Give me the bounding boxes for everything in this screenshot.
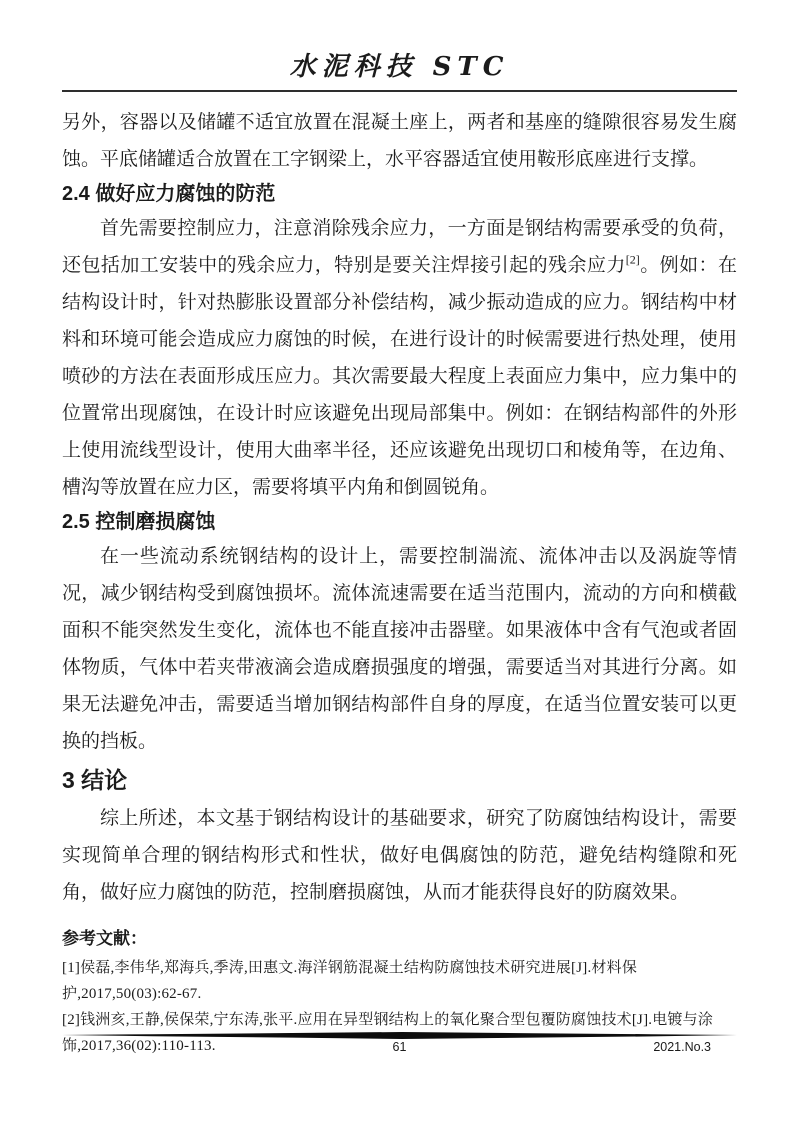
article-body	[62, 104, 737, 1059]
reference-item-2: [2]钱洲亥,王静,侯保荣,宁东涛,张平.应用在异型钢结构上的氧化聚合型包覆防腐蚀技术[J].电镀与涂饰,2017,36(02):110-113.	[62, 1012, 714, 1054]
section-heading-3-conclusion: 3 结论	[62, 767, 128, 793]
section-2-4-text-after-citation: 。例如：在结构设计时，针对热膨胀设置部分补偿结构，减少振动造成的应力。钢结构中材料和环境可能会造成应力腐蚀的时候，在进行设计的时候需要进行热处理，使用喷砂的方法在表面形成压应力。其次需要最大程度上表面应力集中，应力集中的位置常出现腐蚀，在设计时应该避免出现局部集中。例如：在钢结构部件的外形上使用流线型设计，使用大曲率半径，还应该避免出现切口和棱角等，在边角、槽沟等放置在应力区，需要将填平内角和倒圆锐角。	[62, 255, 737, 498]
header-rule	[62, 90, 737, 92]
footer-rule	[62, 1032, 737, 1039]
section-2-4-paragraph	[62, 210, 737, 506]
page-footer	[62, 1032, 737, 1058]
section-heading-2-4: 2.4 做好应力腐蚀的防范	[62, 183, 276, 205]
journal-title: 水泥科技 STC	[289, 52, 510, 82]
issue-label: 2021.No.3	[653, 1040, 711, 1054]
references-heading: 参考文献：	[62, 929, 147, 948]
section-heading-2-5: 2.5 控制磨损腐蚀	[62, 511, 216, 533]
reference-item-1: [1]侯磊,李伟华,郑海兵,季涛,田惠文.海洋钢筋混凝土结构防腐蚀技术研究进展[J].材料保护,2017,50(03):62-67.	[62, 960, 638, 1002]
page-number: 61	[392, 1040, 407, 1054]
footer-row	[62, 1040, 737, 1058]
journal-header	[62, 46, 737, 92]
paragraph-continuation: 另外，容器以及储罐不适宜放置在混凝土座上，两者和基座的缝隙很容易发生腐蚀。平底储罐适合放置在工字钢梁上，水平容器适宜使用鞍形底座进行支撑。	[62, 112, 737, 170]
section-2-4-text-before-citation: 首先需要控制应力，注意消除残余应力，一方面是钢结构需要承受的负荷，还包括加工安装中的残余应力，特别是要关注焊接引起的残余应力	[62, 218, 737, 276]
conclusion-paragraph: 综上所述，本文基于钢结构设计的基础要求，研究了防腐蚀结构设计，需要实现简单合理的钢结构形式和性状，做好电偶腐蚀的防范，避免结构缝隙和死角，做好应力腐蚀的防范，控制磨损腐蚀，从而才能获得良好的防腐效果。	[62, 808, 737, 903]
section-2-5-paragraph: 在一些流动系统钢结构的设计上，需要控制湍流、流体冲击以及涡旋等情况，减少钢结构受到腐蚀损坏。流体流速需要在适当范围内，流动的方向和横截面积不能突然发生变化，流体也不能直接冲击器壁。如果液体中含有气泡或者固体物质，气体中若夹带液滴会造成磨损强度的增强，需要适当对其进行分离。如果无法避免冲击，需要适当增加钢结构部件自身的厚度，在适当位置安装可以更换的挡板。	[62, 546, 737, 752]
citation-reference-2: [2]	[625, 252, 640, 267]
